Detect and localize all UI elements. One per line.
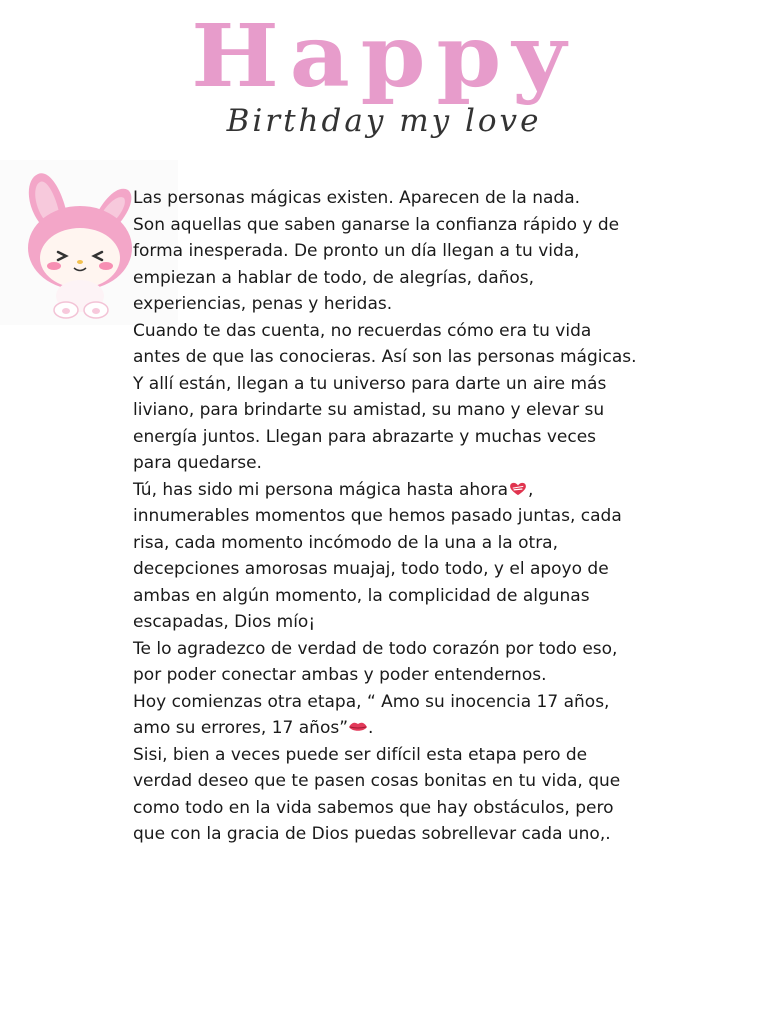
letter-body [133,185,713,848]
letter-line: como todo en la vida sabemos que hay obstáculos, pero [133,797,614,818]
page-subtitle: Birthday my love [226,103,542,139]
letter-line: Sisi, bien a veces puede ser difícil esta etapa pero de [133,744,588,765]
letter-line: para quedarse. [133,453,262,473]
letter-line: empiezan a hablar de todo, de alegrías, daños, [133,267,535,288]
letter-line: escapadas, Dios mío¡ [133,612,316,632]
kiss-lips-icon [348,720,368,734]
letter-line: antes de que las conocieras. Así son las personas mágicas. [133,347,637,367]
letter-line: energía juntos. Llegan para abrazarte y muchas veces [133,426,597,447]
letter-line-text: Tú, has sido mi persona mágica hasta ahora [133,479,508,500]
letter-line: forma inesperada. De pronto un día llegan a tu vida, [133,241,580,261]
letter-line: por poder conectar ambas y poder entendernos. [133,665,547,685]
letter-line-with-heart [133,477,713,504]
letter-line: risa, cada momento incómodo de la una a la otra, [133,532,559,553]
letter-line: Son aquellas que saben ganarse la confianza rápido y de [133,214,620,235]
letter-line: Y allí están, llegan a tu universo para darte un aire más [133,373,607,394]
pink-bunny-mascot-icon [24,170,140,320]
letter-line: que con la gracia de Dios puedas sobrellevar cada uno,. [133,824,611,844]
page-title: Happy [191,6,577,107]
letter-line-with-lips [133,715,713,742]
letter-line: Cuando te das cuenta, no recuerdas cómo era tu vida [133,320,592,341]
letter-line: decepciones amorosas muajaj, todo todo, y el apoyo de [133,559,609,579]
letter-line: Te lo agradezco de verdad de todo corazón por todo eso, [133,638,618,659]
letter-line-suffix: . [368,718,374,738]
letter-line: ambas en algún momento, la complicidad de algunas [133,585,590,606]
letter-line-text: amo su errores, 17 años” [133,718,349,738]
letter-line: liviano, para brindarte su amistad, su mano y elevar su [133,400,605,420]
letter-line: Hoy comienzas otra etapa, “ Amo su inocencia 17 años, [133,691,610,712]
letter-line: verdad deseo que te pasen cosas bonitas en tu vida, que [133,771,621,791]
letter-line-suffix: , [528,479,534,500]
letter-line: innumerables momentos que hemos pasado juntas, cada [133,506,622,526]
mending-heart-icon [508,482,528,496]
letter-line: Las personas mágicas existen. Aparecen de la nada. [133,188,581,208]
letter-line: experiencias, penas y heridas. [133,294,393,314]
